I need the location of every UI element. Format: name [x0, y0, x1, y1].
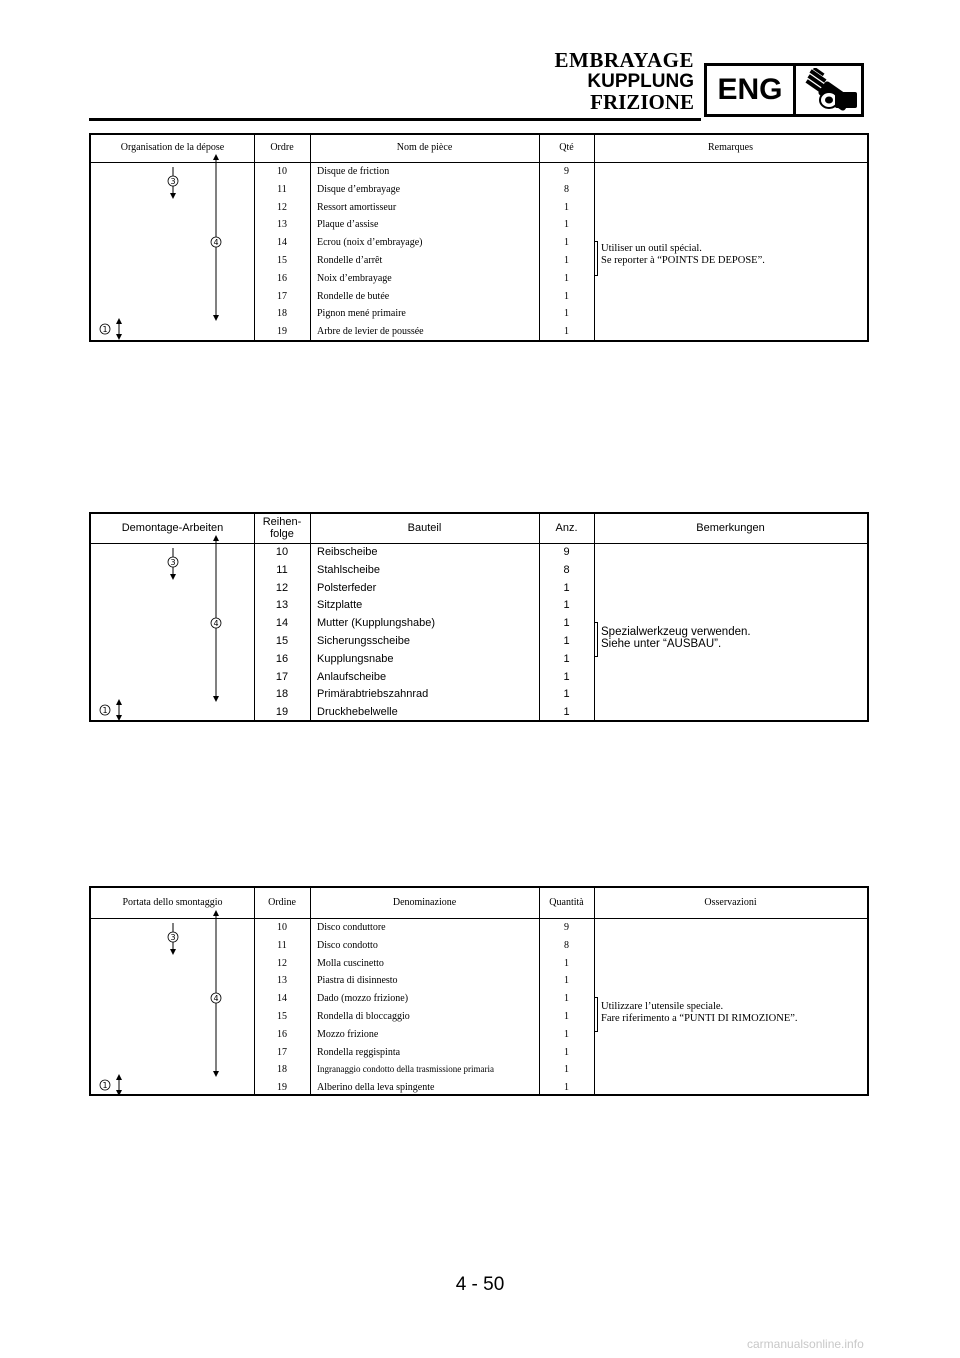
- table-row: 16 Noix d’embrayage 1: [277, 272, 569, 284]
- table-row: 14 Mutter (Kupplungshabe) 1: [275, 617, 570, 630]
- table-row: 10 Reibscheibe 9: [275, 546, 570, 558]
- col-header-qty: Anz.: [555, 521, 578, 534]
- table-row: 12 Ressort amortisseur 1: [277, 201, 569, 213]
- col-header-part-name: Denominazione: [392, 896, 457, 908]
- table-row: 18 Ingranaggio condotto della trasmissione primaria 1: [277, 1064, 569, 1076]
- engine-piston-icon: [799, 68, 863, 112]
- remarks-text: Spezialwerkzeug verwenden. Siehe unter “AUSBAU”.: [601, 626, 751, 650]
- table-row: 17 Anlaufscheibe 1: [275, 670, 570, 683]
- table-row: 12 Polsterfeder 1: [275, 581, 570, 594]
- marker-1: 1: [102, 1081, 108, 1090]
- col-header-remarks: Remarques: [708, 142, 753, 154]
- table-de: [89, 512, 869, 722]
- table-row: 16 Mozzo frizione 1: [277, 1028, 569, 1040]
- page-number: 4 - 50: [455, 1274, 505, 1295]
- table-row: 11 Disque d’embrayage 8: [277, 183, 569, 195]
- col-header-order: Ordine: [268, 896, 296, 908]
- table-row: 15 Rondella di bloccaggio 1: [277, 1010, 569, 1022]
- table-row: 11 Disco condotto 8: [277, 939, 569, 951]
- col-header-qty: Quantità: [549, 896, 584, 908]
- table-it: [89, 886, 869, 1096]
- title-de: KUPPLUNG: [587, 71, 694, 92]
- table-row: 15 Rondelle d’arrêt 1: [277, 254, 569, 266]
- table-row: 19 Arbre de levier de poussée 1: [277, 326, 569, 338]
- table-row: 19 Alberino della leva spingente 1: [277, 1082, 569, 1094]
- table-row: 10 Disco conduttore 9: [277, 922, 569, 933]
- remark-bracket: [594, 997, 598, 1032]
- marker-4: 4: [213, 238, 219, 247]
- table-row: 19 Druckhebelwelle 1: [275, 706, 570, 719]
- col-header-remarks: Osservazioni: [704, 896, 757, 908]
- table-row: 11 Stahlscheibe 8: [276, 563, 570, 576]
- header-rule: [89, 118, 701, 121]
- marker-3: 3: [170, 558, 176, 567]
- table-body: [91, 544, 867, 722]
- marker-4: 4: [213, 994, 219, 1003]
- marker-3: 3: [170, 177, 176, 186]
- table-row: 16 Kupplungsnabe 1: [275, 652, 570, 665]
- col-header-qty: Qté: [559, 142, 574, 154]
- table-row: 18 Pignon mené primaire 1: [277, 308, 569, 320]
- table-row: 10 Disque de friction 9: [277, 166, 569, 177]
- col-header-part-name: Bauteil: [407, 521, 442, 534]
- table-row: 17 Rondelle de butée 1: [277, 290, 569, 302]
- remarks-text: Utiliser un outil spécial. Se reporter à “POINTS DE DEPOSE”.: [601, 243, 765, 266]
- table-row: 15 Sicherungsscheibe 1: [275, 634, 570, 647]
- remarks-text: Utilizzare l’utensile speciale. Fare riferimento a “PUNTI DI RIMOZIONE”.: [601, 1001, 798, 1024]
- col-header-organisation: Organisation de la dépose: [120, 142, 225, 154]
- table-row: 13 Piastra di disinnesto 1: [277, 975, 569, 987]
- table-row: 18 Primärabtriebszahnrad 1: [275, 688, 570, 701]
- remark-bracket: [594, 241, 598, 276]
- badge-divider: [793, 66, 796, 114]
- table-row: 14 Dado (mozzo frizione) 1: [277, 993, 569, 1005]
- watermark: carmanualsonline.info: [747, 1337, 864, 1351]
- table-row: 17 Rondella reggispinta 1: [277, 1046, 569, 1058]
- table-row: 14 Ecrou (noix d’embrayage) 1: [277, 237, 569, 249]
- table-row: 13 Plaque d’assise 1: [277, 219, 569, 231]
- remark-bracket: [594, 622, 598, 657]
- marker-4: 4: [213, 619, 219, 628]
- marker-3: 3: [170, 933, 176, 942]
- col-header-organisation: Portata dello smontaggio: [122, 896, 223, 908]
- title-it: FRIZIONE: [590, 90, 694, 114]
- col-header-order: Ordre: [270, 142, 294, 154]
- table-fr: [89, 133, 869, 342]
- table-row: 12 Molla cuscinetto 1: [277, 957, 569, 969]
- col-header-part-name: Nom de pièce: [396, 142, 453, 154]
- marker-1: 1: [102, 325, 108, 334]
- col-header-remarks: Bemerkungen: [696, 521, 765, 534]
- col-header-order: Reihen- folge: [262, 515, 302, 540]
- title-fr: EMBRAYAGE: [554, 48, 694, 72]
- section-badge: [704, 63, 864, 117]
- table-row: 13 Sitzplatte 1: [275, 599, 570, 612]
- marker-1: 1: [102, 706, 108, 715]
- badge-label: ENG: [717, 73, 783, 106]
- col-header-organisation: Demontage-Arbeiten: [121, 521, 224, 534]
